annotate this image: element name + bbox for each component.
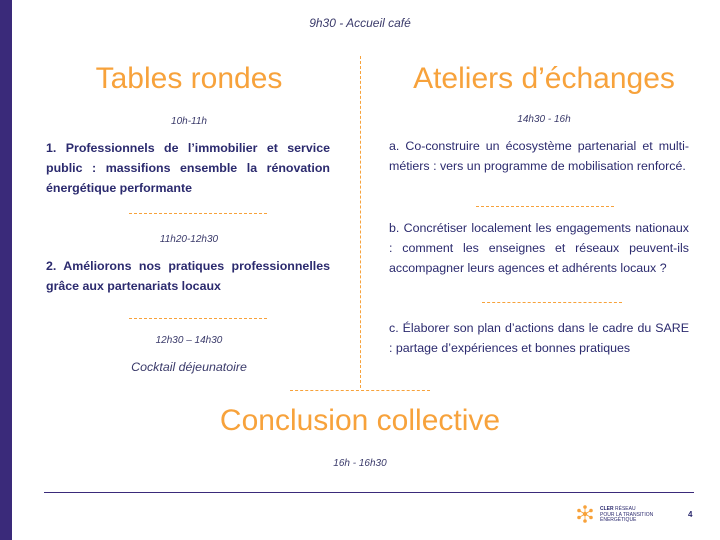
welcome-time: 9h30 - Accueil café <box>309 16 411 30</box>
logo-tagline-3: ÉNERGÉTIQUE <box>600 517 637 523</box>
footer-rule <box>44 492 694 493</box>
page-number: 4 <box>688 510 693 519</box>
conclusion-time: 16h - 16h30 <box>333 458 387 469</box>
separator <box>482 302 622 303</box>
separator <box>290 390 430 391</box>
cler-logo-icon <box>574 503 596 525</box>
atelier-a-text: a. Co-construire un écosystème partenarial et multi-métiers : vers un programme de mobilisation renforcé. <box>389 139 689 173</box>
separator <box>129 213 267 214</box>
separator <box>129 318 267 319</box>
lunch-label: Cocktail déjeunatoire <box>131 360 247 374</box>
conclusion-title: Conclusion collective <box>219 404 501 437</box>
logo-tagline-2: POUR LA TRANSITION <box>600 511 654 518</box>
logo-name: CLER <box>600 506 614 512</box>
table-1-time: 10h-11h <box>171 116 207 127</box>
ateliers-title: Ateliers d’échanges <box>413 62 675 95</box>
table-2-time: 11h20-12h30 <box>159 234 219 245</box>
column-divider <box>360 56 361 388</box>
tables-rondes-title: Tables rondes <box>95 62 283 95</box>
atelier-b-text: b. Concrétiser localement les engagements nationaux : comment les enseignes et réseaux peuvent-ils accompagner leurs agences et adhérents locaux ? <box>389 221 689 275</box>
cler-logo <box>574 503 664 527</box>
ateliers-time: 14h30 - 16h <box>517 114 571 125</box>
separator <box>476 206 614 207</box>
cler-logo-text <box>600 507 653 524</box>
logo-tagline-1: RÉSEAU <box>615 506 636 512</box>
table-2-text: 2. Améliorons nos pratiques professionnelles grâce aux partenariats locaux <box>46 259 330 293</box>
table-1-text: 1. Professionnels de l’immobilier et service public : massifions ensemble la rénovation énergétique performante <box>46 141 330 195</box>
atelier-c-text: c. Élaborer son plan d’actions dans le cadre du SARE : partage d’expériences et bonnes pratiques <box>389 321 689 355</box>
lunch-time: 12h30 – 14h30 <box>155 335 223 346</box>
